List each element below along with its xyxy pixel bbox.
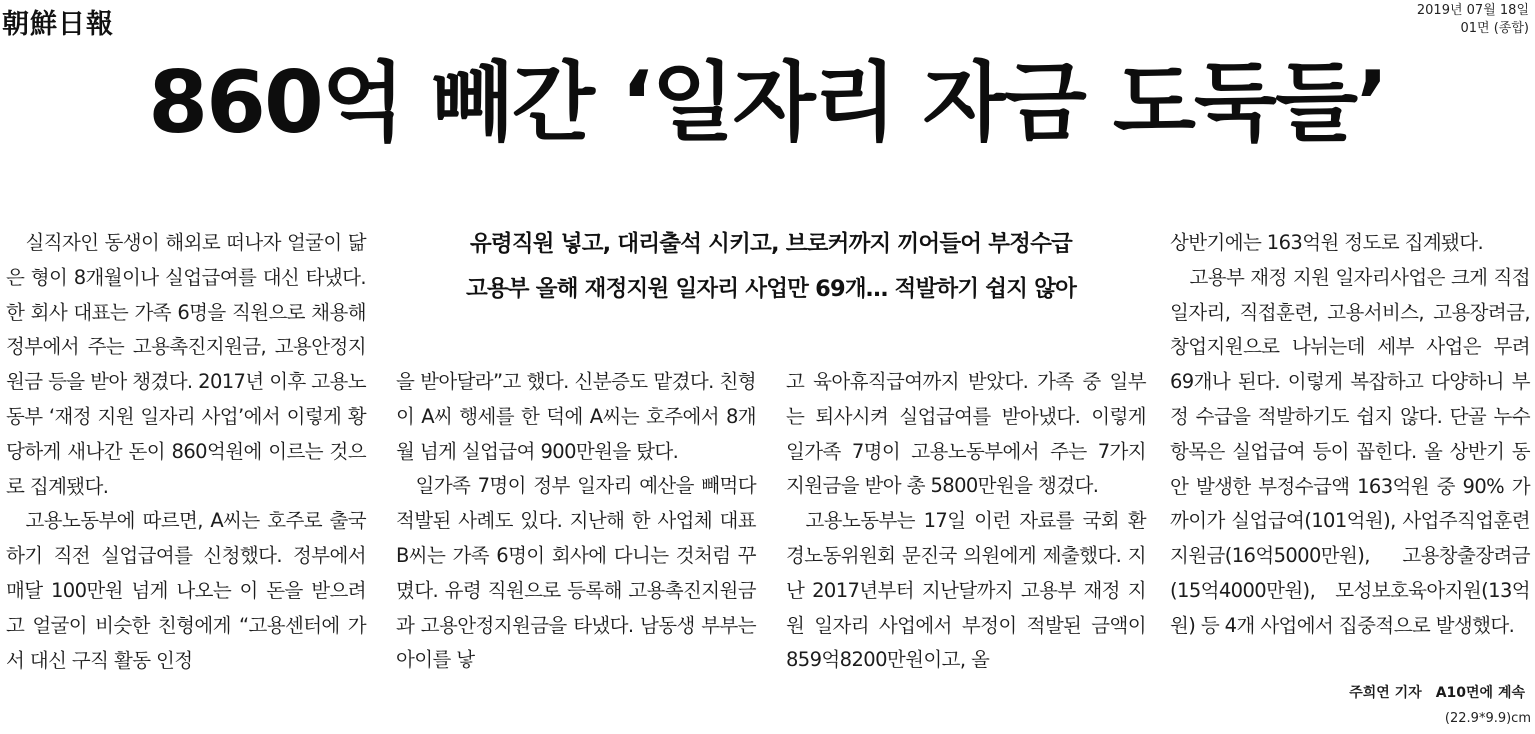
article-column-2 xyxy=(396,365,756,678)
paragraph: 일가족 7명이 정부 일자리 예산을 빼먹다 적발된 사례도 있다. 지난해 한 사업체 대표 B씨는 가족 6명이 회사에 다니는 것처럼 꾸몄다. 유령 직원으로 등록해 고용촉진지원금과 고용안정지원금을 타냈다. 남동생 부부는 아이를 낳 xyxy=(396,474,756,672)
main-headline: 860억 빼간 ‘일자리 자금 도둑들’ xyxy=(148,53,1387,153)
subheadline-2: 고용부 올해 재정지원 일자리 사업만 69개… 적발하기 쉽지 않아 xyxy=(465,276,1077,302)
continued-note: A10면에 계속 xyxy=(1435,685,1525,701)
paragraph: 고용부 재정 지원 일자리사업은 크게 직접일자리, 직접훈련, 고용서비스, 고용장려금, 창업지원으로 나뉘는데 세부 사업은 무려 69개나 된다. 이렇게 복잡하고 다양하니 부정 수급을 적발하기도 쉽지 않다. 단골 누수 항목은 실업급여 등이 꼽힌다. 올 상반기 동안 발생한 부정수급액 163억원 중 90% 가까이가 실업급여(101억원), 사업주직업훈련지원금(16억5000만원), 고용창출장려금(15억4000만원), 모성보호육아지원(13억원) 등 4개 사업에서 집중적으로 발생했다. xyxy=(1170,265,1530,637)
reporter-name: 주희연 기자 xyxy=(1349,685,1422,701)
subheadline-1: 유령직원 넣고, 대리출석 시키고, 브로커까지 끼어들어 부정수급 xyxy=(469,231,1072,257)
paragraph: 고 육아휴직급여까지 받았다. 가족 중 일부는 퇴사시켜 실업급여를 받아냈다. 이렇게 일가족 7명이 고용노동부에서 주는 7가지 지원금을 받아 총 5800만원을 챙겼다. xyxy=(786,370,1146,498)
newspaper-masthead: 朝鮮日報 xyxy=(2,9,114,40)
paragraph: 실직자인 동생이 해외로 떠나자 얼굴이 닮은 형이 8개월이나 실업급여를 대신 타냈다. 한 회사 대표는 가족 6명을 직원으로 채용해 정부에서 주는 고용촉진지원금, 고용안정지원금 등을 받아 챙겼다. 2017년 이후 고용노동부 ‘재정 지원 일자리 사업’에서 이렇게 황당하게 새나간 돈이 860억원에 이르는 것으로 집계됐다. xyxy=(6,231,366,498)
paragraph: 을 받아달라”고 했다. 신분증도 맡겼다. 친형이 A씨 행세를 한 덕에 A씨는 호주에서 8개월 넘게 실업급여 900만원을 탔다. xyxy=(396,370,756,463)
paragraph: 고용노동부에 따르면, A씨는 호주로 출국하기 직전 실업급여를 신청했다. 정부에서 매달 100만원 넘게 나오는 이 돈을 받으려고 얼굴이 비슷한 친형에게 “고용센터에 가서 대신 구직 활동 인정 xyxy=(6,509,366,672)
paragraph: 상반기에는 163억원 정도로 집계됐다. xyxy=(1170,231,1484,254)
subheadline-block xyxy=(396,222,1146,312)
page-section: 01면 (종합) xyxy=(1460,21,1529,36)
article-column-4 xyxy=(1170,226,1530,644)
paragraph: 고용노동부는 17일 이런 자료를 국회 환경노동위원회 문진국 의원에게 제출했다. 지난 2017년부터 지난달까지 고용부 재정 지원 일자리 사업에서 부정이 적발된 금액이 859억8200만원이고, 올 xyxy=(786,509,1146,672)
byline xyxy=(1349,682,1525,702)
article-column-1 xyxy=(6,226,366,678)
issue-meta xyxy=(1417,2,1529,38)
article-column-3 xyxy=(786,365,1146,678)
article-size-note: (22.9*9.9)cm xyxy=(1444,711,1531,726)
issue-date: 2019년 07월 18일 xyxy=(1416,3,1529,18)
